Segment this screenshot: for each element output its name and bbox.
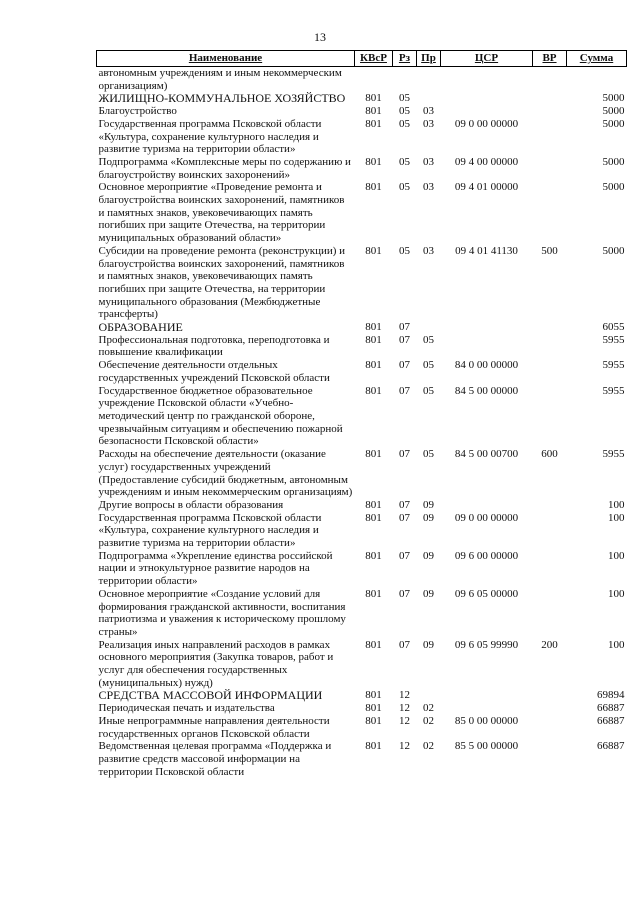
cell-csr: 09 6 05 00000 [454, 587, 519, 600]
cell-csr [441, 321, 533, 334]
cell-name: Основное мероприятие «Проведение ремонта и благоустройства воинских захоронений, памятников и памятных знаков, увековечивающих память погибших при защите Отечества, на территории муниципальных образований области» [98, 181, 345, 245]
cell-name: Благоустройство [98, 105, 177, 118]
cell-pr: 09 [423, 498, 434, 511]
cell-vr [533, 512, 567, 550]
cell-vr [533, 156, 567, 181]
cell-kvsr: 801 [365, 448, 382, 461]
cell-rz: 05 [399, 105, 410, 118]
cell-csr [441, 689, 533, 702]
cell-kvsr: 801 [365, 498, 382, 511]
table-row [97, 92, 627, 105]
column-header-csr: ЦСР [441, 51, 533, 67]
cell-pr: 05 [423, 359, 434, 372]
cell-kvsr: 801 [365, 333, 382, 346]
cell-name: ЖИЛИЩНО-КОММУНАЛЬНОЕ ХОЗЯЙСТВО [98, 91, 346, 106]
cell-vr: 200 [541, 638, 558, 651]
cell-rz: 07 [399, 321, 410, 334]
column-header-vr: ВР [533, 51, 567, 67]
page-number: 13 [314, 30, 326, 44]
table-row [97, 448, 627, 499]
cell-kvsr: 801 [365, 740, 382, 753]
cell-name: Реализация иных направлений расходов в рамках основного мероприятия (Закупка товаров, работ и услуг для обеспечения государственных (муниципальных) нужд) [98, 638, 334, 689]
cell-pr [417, 321, 441, 334]
cell-csr: 09 4 01 00000 [454, 181, 519, 194]
cell-kvsr: 801 [365, 117, 382, 130]
cell-pr [417, 92, 441, 105]
cell-sum: 5000 [602, 244, 625, 257]
cell-name: Обеспечение деятельности отдельных государственных учреждений Псковской области [98, 359, 330, 384]
cell-sum: 5000 [602, 105, 625, 118]
table-row [97, 499, 627, 512]
cell-csr: 84 5 00 00000 [454, 384, 519, 397]
cell-rz: 05 [399, 155, 410, 168]
column-header-rz: Рз [393, 51, 417, 67]
cell-vr: 500 [541, 244, 558, 257]
column-header-sum: Сумма [567, 51, 627, 67]
cell-name: Государственное бюджетное образовательное учреждение Псковской области «Учебно-методический центр по гражданской обороне, чрезвычайным ситуациям и обеспечению пожарной безопасности Псковской области» [98, 384, 343, 448]
cell-csr [441, 67, 533, 93]
table-row [97, 385, 627, 449]
table-row [97, 702, 627, 715]
cell-rz: 07 [399, 333, 410, 346]
cell-kvsr: 801 [365, 689, 382, 702]
cell-name: Субсидии на проведение ремонта (реконструкции) и благоустройства воинских захоронений, памятников и памятных знаков, увековечивающих память погибших при защите Отечества, на территории муниципального образования (Межбюджетные трансферты) [98, 244, 346, 321]
table-row [97, 359, 627, 384]
table-row [97, 715, 627, 740]
cell-vr [533, 702, 567, 715]
cell-rz: 07 [399, 638, 410, 651]
cell-pr: 09 [423, 638, 434, 651]
cell-rz: 12 [399, 714, 410, 727]
cell-name: ОБРАЗОВАНИЕ [98, 320, 183, 335]
cell-sum: 69894 [597, 689, 625, 702]
cell-rz: 05 [399, 181, 410, 194]
cell-name: Ведомственная целевая программа «Поддержка и развитие средств массовой информации на территории Псковской области [98, 740, 332, 778]
cell-vr [533, 181, 567, 245]
table-row [97, 639, 627, 690]
cell-rz: 05 [399, 92, 410, 105]
table-header-row [97, 51, 627, 67]
cell-csr: 85 0 00 00000 [454, 714, 519, 727]
cell-kvsr: 801 [365, 155, 382, 168]
cell-pr: 03 [423, 244, 434, 257]
cell-kvsr: 801 [365, 587, 382, 600]
cell-sum: 5000 [602, 117, 625, 130]
cell-csr [441, 105, 533, 118]
cell-sum [567, 67, 627, 93]
cell-vr [533, 359, 567, 384]
cell-pr [417, 689, 441, 702]
cell-pr: 02 [423, 702, 434, 715]
cell-rz: 07 [399, 384, 410, 397]
cell-csr: 09 4 01 41130 [455, 244, 518, 257]
table-row [97, 689, 627, 702]
table-row [97, 118, 627, 156]
cell-name: Подпрограмма «Укрепление единства российской нации и этнокультурное развитие народов на территории области» [98, 549, 333, 588]
cell-kvsr: 801 [365, 321, 382, 334]
cell-kvsr: 801 [365, 384, 382, 397]
cell-rz [393, 67, 417, 93]
cell-pr: 05 [423, 333, 434, 346]
cell-rz: 05 [399, 117, 410, 130]
cell-name: Государственная программа Псковской области «Культура, сохранение культурного наследия и развитие туризма на территории области» [98, 117, 322, 156]
cell-vr [533, 715, 567, 740]
cell-pr: 03 [423, 105, 434, 118]
table-row [97, 105, 627, 118]
cell-sum: 100 [608, 511, 625, 524]
cell-pr [417, 67, 441, 93]
cell-vr: 600 [541, 448, 558, 461]
cell-csr: 09 4 00 00000 [454, 155, 519, 168]
cell-name: СРЕДСТВА МАССОВОЙ ИНФОРМАЦИИ [98, 688, 323, 703]
cell-sum: 100 [608, 638, 625, 651]
budget-table [96, 50, 627, 778]
table-row [97, 334, 627, 359]
cell-rz: 07 [399, 448, 410, 461]
cell-sum: 5955 [602, 359, 625, 372]
cell-name: автономным учреждениям и иным некоммерческим организациям) [98, 67, 342, 92]
cell-sum: 6055 [602, 321, 625, 334]
cell-pr: 03 [423, 117, 434, 130]
cell-vr [533, 118, 567, 156]
cell-csr: 09 6 00 00000 [454, 549, 519, 562]
cell-csr [441, 702, 533, 715]
cell-name: Подпрограмма «Комплексные меры по содержанию и благоустройству воинских захоронений» [98, 155, 351, 181]
cell-kvsr: 801 [365, 244, 382, 257]
cell-kvsr: 801 [365, 549, 382, 562]
cell-csr [441, 92, 533, 105]
cell-name: Периодическая печать и издательства [98, 702, 275, 715]
cell-vr [533, 550, 567, 588]
cell-vr [533, 67, 567, 93]
cell-sum: 5000 [602, 181, 625, 194]
cell-csr: 84 0 00 00000 [454, 359, 519, 372]
cell-vr [533, 334, 567, 359]
cell-name: Другие вопросы в области образования [98, 498, 284, 511]
cell-sum: 5955 [602, 384, 625, 397]
cell-pr: 03 [423, 155, 434, 168]
column-header-kvsr: КВсР [355, 51, 393, 67]
cell-kvsr: 801 [365, 511, 382, 524]
cell-vr [533, 321, 567, 334]
cell-sum: 100 [608, 549, 625, 562]
cell-sum: 5955 [602, 333, 625, 346]
table-row [97, 588, 627, 639]
table-row [97, 156, 627, 181]
cell-name: Расходы на обеспечение деятельности (оказание услуг) государственных учреждений (Предоставление субсидий бюджетным, автономным учреждениям и иным некоммерческим организациям) [98, 448, 353, 499]
cell-sum: 5000 [602, 155, 625, 168]
cell-vr [533, 689, 567, 702]
table-row [97, 512, 627, 550]
cell-vr [533, 105, 567, 118]
cell-vr [533, 499, 567, 512]
cell-rz: 07 [399, 511, 410, 524]
cell-csr: 85 5 00 00000 [454, 740, 519, 753]
cell-sum: 66887 [597, 740, 625, 753]
cell-csr [441, 499, 533, 512]
table-row [97, 181, 627, 245]
cell-sum: 66887 [597, 702, 625, 715]
cell-pr: 02 [423, 714, 434, 727]
cell-name: Иные непрограммные направления деятельности государственных органов Псковской области [98, 714, 330, 740]
cell-pr: 02 [423, 740, 434, 753]
cell-sum: 100 [608, 498, 625, 511]
cell-pr: 09 [423, 587, 434, 600]
cell-sum: 66887 [597, 714, 625, 727]
cell-pr: 03 [423, 181, 434, 194]
cell-rz: 07 [399, 359, 410, 372]
cell-csr [441, 334, 533, 359]
cell-kvsr: 801 [365, 359, 382, 372]
cell-kvsr: 801 [365, 92, 382, 105]
cell-vr [533, 92, 567, 105]
table-row [97, 321, 627, 334]
cell-pr: 09 [423, 511, 434, 524]
cell-rz: 07 [399, 498, 410, 511]
cell-rz: 07 [399, 587, 410, 600]
cell-rz: 07 [399, 549, 410, 562]
cell-pr: 09 [423, 549, 434, 562]
cell-csr: 84 5 00 00700 [454, 448, 519, 461]
cell-rz: 05 [399, 244, 410, 257]
cell-csr: 09 0 00 00000 [454, 511, 519, 524]
cell-rz: 12 [399, 740, 410, 753]
cell-vr [533, 740, 567, 778]
table-body [97, 67, 627, 779]
cell-csr: 09 0 00 00000 [454, 117, 519, 130]
cell-kvsr: 801 [365, 714, 382, 727]
cell-vr [533, 588, 567, 639]
cell-rz: 12 [399, 689, 410, 702]
cell-sum: 5000 [602, 92, 625, 105]
cell-csr: 09 6 05 99990 [454, 638, 519, 651]
cell-kvsr [355, 67, 393, 93]
cell-pr: 05 [423, 448, 434, 461]
cell-kvsr: 801 [365, 638, 382, 651]
cell-name: Профессиональная подготовка, переподготовка и повышение квалификации [98, 333, 330, 359]
cell-kvsr: 801 [365, 702, 382, 715]
cell-sum: 5955 [602, 448, 625, 461]
cell-rz: 12 [399, 702, 410, 715]
column-header-name: Наименование [97, 51, 355, 67]
table-row [97, 550, 627, 588]
cell-name: Государственная программа Псковской области «Культура, сохранение культурного наследия и развитие туризма на территории области» [98, 511, 322, 550]
cell-pr: 05 [423, 384, 434, 397]
cell-sum: 100 [608, 587, 625, 600]
cell-vr [533, 385, 567, 449]
table-row [97, 245, 627, 321]
table-row [97, 740, 627, 778]
column-header-pr: Пр [417, 51, 441, 67]
cell-kvsr: 801 [365, 105, 382, 118]
cell-kvsr: 801 [365, 181, 382, 194]
table-row [97, 67, 627, 93]
cell-name: Основное мероприятие «Создание условий для формирования гражданской активности, воспитания патриотизма и уважения к историческому прошлому страны» [98, 587, 346, 638]
